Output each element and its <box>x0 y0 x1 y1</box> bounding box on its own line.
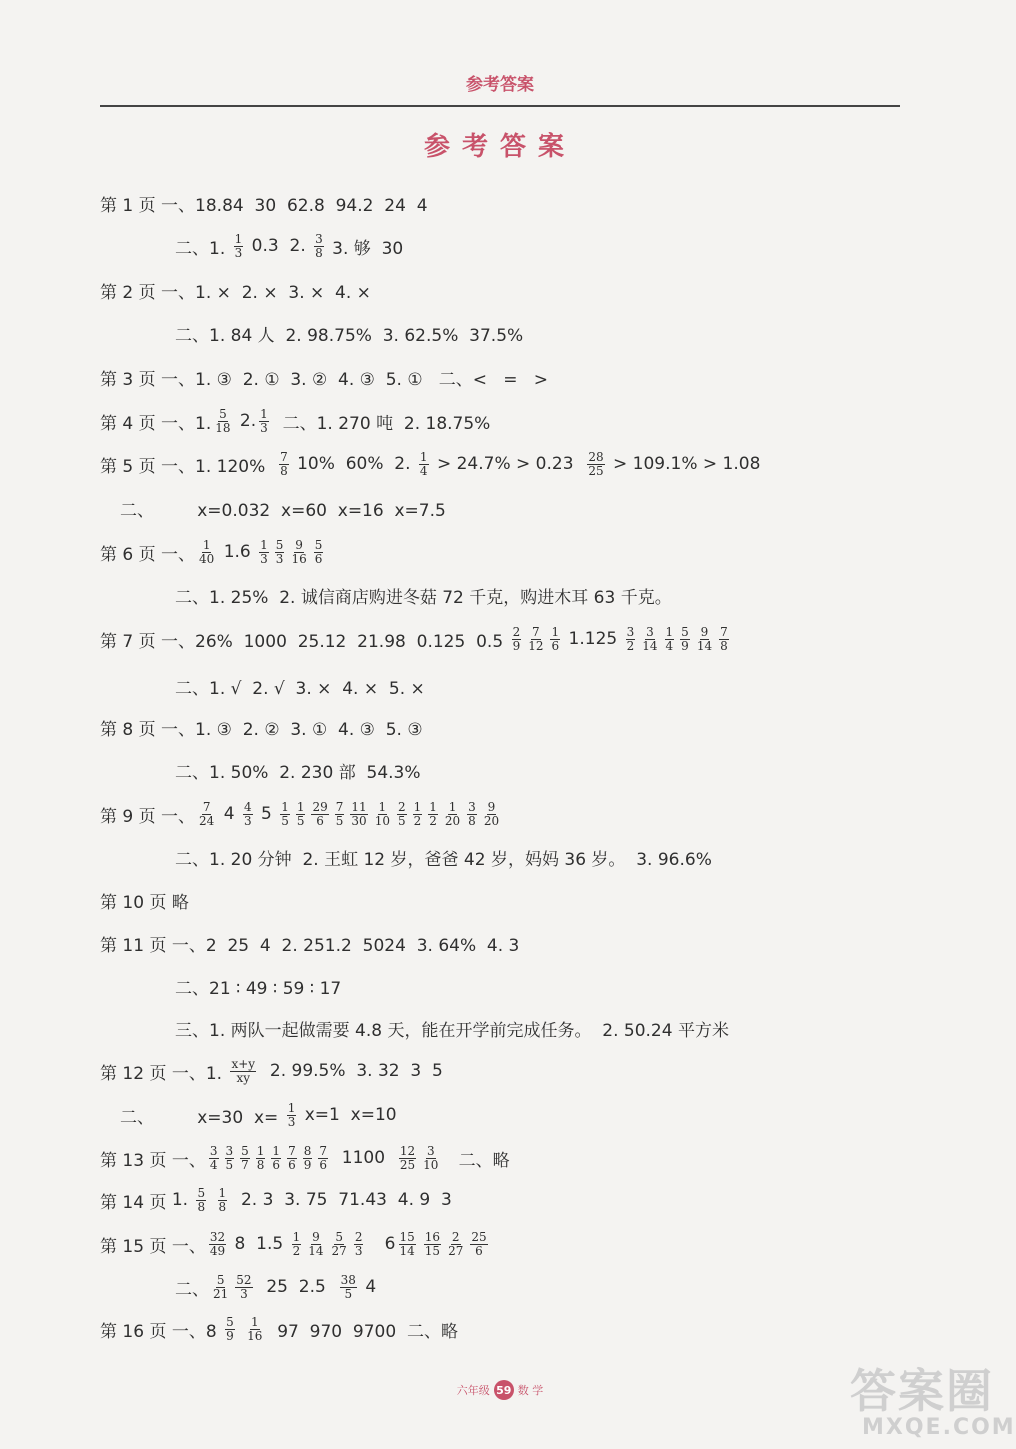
answer-text <box>366 1234 382 1254</box>
fraction: $\frac{38}{5}$ <box>340 1272 356 1301</box>
fraction: $\frac{1}{5}$ <box>281 799 289 828</box>
answer-text: > 24.7% > 0.23 <box>431 454 585 474</box>
fraction: $\frac{1}{4}$ <box>419 449 428 478</box>
answer-line <box>100 794 503 834</box>
answer-line <box>100 1309 458 1349</box>
answer-text: 二、1. 270 吨 2. 18.75% <box>271 413 491 434</box>
answer-text: 一、 <box>155 806 196 827</box>
page-label: 第 9 页 <box>100 806 156 827</box>
answer-line <box>100 401 490 441</box>
footer-subject: 数 学 <box>517 1384 544 1397</box>
fraction: $\frac{1}{40}$ <box>199 537 215 566</box>
fraction: $\frac{1}{6}$ <box>272 1143 281 1172</box>
header-rule <box>100 105 900 107</box>
page-label: 第 6 页 <box>100 544 156 565</box>
answer-text: 二、 x=30 x= <box>120 1107 284 1128</box>
fraction: $\frac{7}{8}$ <box>720 624 728 653</box>
answer-text: 97 970 9700 二、略 <box>266 1321 458 1342</box>
answer-line <box>100 1180 452 1220</box>
page-label: 第 1 页 <box>100 195 156 216</box>
answer-text: 25 2.5 <box>255 1277 337 1297</box>
fraction: $\frac{1}{3}$ <box>260 537 268 566</box>
answer-text: 一、1. 120% <box>155 456 277 477</box>
fraction: $\frac{12}{25}$ <box>399 1143 416 1172</box>
fraction: $\frac{7}{6}$ <box>288 1143 296 1172</box>
fraction: $\frac{4}{3}$ <box>243 799 252 828</box>
fraction: $\frac{1}{8}$ <box>256 1143 265 1172</box>
fraction: $\frac{1}{2}$ <box>429 799 437 828</box>
watermark-url: MXQE.COM <box>862 1415 1016 1440</box>
fraction: $\frac{3}{5}$ <box>225 1143 234 1172</box>
answer-text: 3. 够 30 <box>326 238 404 259</box>
fraction: $\frac{1}{10}$ <box>374 799 390 828</box>
page-label: 第 3 页 <box>100 369 156 390</box>
fraction: $\frac{2}{3}$ <box>354 1229 363 1258</box>
answer-line <box>100 183 428 223</box>
answer-text: 1100 <box>330 1148 396 1168</box>
fraction: $\frac{1}{6}$ <box>551 624 560 653</box>
fraction: $\frac{9}{16}$ <box>291 537 307 566</box>
fraction: $\frac{1}{16}$ <box>247 1314 263 1343</box>
answer-line <box>100 1051 443 1091</box>
page-label: 第 2 页 <box>100 282 156 303</box>
fraction: $\frac{2}{9}$ <box>512 624 521 653</box>
answer-text: 1.125 <box>563 629 623 649</box>
answer-text <box>238 1319 243 1339</box>
answer-text: 4 <box>218 804 240 824</box>
answer-text: 10% 60% 2. <box>291 454 416 474</box>
answer-line <box>100 1224 491 1264</box>
answer-text: 一、26% 1000 25.12 21.98 0.125 0.5 <box>155 631 509 652</box>
answer-text: 一、1. × 2. × 3. × 4. × <box>155 282 371 303</box>
answer-text: 一、1. ③ 2. ① 3. ② 4. ③ 5. ① 二、< = > <box>155 369 548 390</box>
fraction: $\frac{9}{20}$ <box>483 799 500 828</box>
fraction: $\frac{1}{3}$ <box>287 1100 296 1129</box>
fraction: $\frac{5}{7}$ <box>241 1143 249 1172</box>
answer-text: 二、1. 50% 2. 230 部 54.3% <box>175 762 421 783</box>
answer-text: 1.6 <box>218 542 257 562</box>
answer-line <box>100 923 519 963</box>
fraction: $\frac{x+y}{xy}$ <box>231 1056 256 1085</box>
answer-text: 二、 x=0.032 x=60 x=16 x=7.5 <box>120 500 446 521</box>
answer-text: 8 1.5 <box>229 1234 289 1254</box>
answer-text: 1. <box>166 1190 194 1210</box>
page-label: 第 11 页 <box>100 935 167 956</box>
page-label: 第 16 页 <box>100 1321 167 1342</box>
page-label: 第 8 页 <box>100 719 156 740</box>
fraction: $\frac{1}{2}$ <box>292 1229 301 1258</box>
answer-line <box>100 619 732 659</box>
answer-text: 二、1. 25% 2. 诚信商店购进冬菇 72 千克，购进木耳 63 千克。 <box>175 587 672 608</box>
fraction: $\frac{11}{30}$ <box>351 799 367 828</box>
answer-line <box>175 837 712 877</box>
answer-line <box>100 357 548 397</box>
running-header: 参考答案 <box>466 75 534 95</box>
answer-text: 二、1. 20 分钟 2. 王虹 12 岁，爸爸 42 岁，妈妈 36 岁。 3. 96.6% <box>175 849 712 870</box>
fraction: $\frac{5}{18}$ <box>215 406 231 435</box>
fraction: $\frac{5}{8}$ <box>197 1185 206 1214</box>
page-label: 第 15 页 <box>100 1236 167 1257</box>
answer-line <box>175 666 425 706</box>
fraction: $\frac{5}{6}$ <box>314 537 323 566</box>
answer-line <box>175 1008 729 1048</box>
answer-line <box>175 575 672 615</box>
fraction: $\frac{3}{8}$ <box>468 799 476 828</box>
page-label: 第 5 页 <box>100 456 156 477</box>
fraction: $\frac{7}{6}$ <box>319 1143 327 1172</box>
watermark <box>850 1355 1016 1449</box>
answer-text: 二、1. <box>175 238 231 259</box>
answer-text <box>209 1190 214 1210</box>
answer-text: x=1 x=10 <box>299 1105 397 1125</box>
footer-grade: 六年级 <box>456 1384 490 1397</box>
fraction: $\frac{2}{27}$ <box>448 1229 464 1258</box>
fraction: $\frac{52}{3}$ <box>236 1272 252 1301</box>
fraction: $\frac{1}{5}$ <box>296 799 305 828</box>
answer-text: 2. 3 3. 75 71.43 4. 9 3 <box>230 1190 452 1210</box>
fraction: $\frac{8}{9}$ <box>303 1143 312 1172</box>
page-label: 第 13 页 <box>100 1150 167 1171</box>
fraction: $\frac{16}{15}$ <box>424 1229 441 1258</box>
answer-text: 二、1. √ 2. √ 3. × 4. × 5. × <box>175 678 425 699</box>
fraction: $\frac{29}{6}$ <box>312 799 328 828</box>
page-label: 第 4 页 <box>100 413 156 434</box>
fraction: $\frac{1}{2}$ <box>413 799 422 828</box>
answer-text: 一、 <box>166 1150 206 1171</box>
answer-text: 一、 <box>166 1236 206 1257</box>
fraction: $\frac{1}{3}$ <box>260 406 268 435</box>
answer-text: 二、21 ∶ 49 ∶ 59 ∶ 17 <box>175 978 342 999</box>
page-title: 参考答案 <box>423 132 576 162</box>
fraction: $\frac{28}{25}$ <box>588 449 604 478</box>
fraction: $\frac{5}{9}$ <box>681 624 689 653</box>
page-label: 第 12 页 <box>100 1063 167 1084</box>
answer-line <box>175 226 403 266</box>
mixed-number: 6 $\frac{15}{14}$ <box>384 1229 415 1258</box>
answer-text: 一、2 25 4 2. 251.2 5024 3. 64% 4. 3 <box>166 935 520 956</box>
answer-text: 2. 99.5% 3. 32 3 5 <box>259 1061 443 1081</box>
answer-line <box>175 313 523 353</box>
answer-line <box>175 1267 376 1307</box>
answer-text: 二、1. 84 人 2. 98.75% 3. 62.5% 37.5% <box>175 325 524 346</box>
page-number-badge: 59 <box>494 1380 514 1400</box>
fraction: $\frac{1}{8}$ <box>218 1185 227 1214</box>
answer-text: 5 <box>255 804 278 824</box>
answer-text: 一、18.84 30 62.8 94.2 24 4 <box>155 195 428 216</box>
fraction: $\frac{1}{3}$ <box>234 231 243 260</box>
fraction: $\frac{3}{4}$ <box>209 1143 218 1172</box>
watermark-logo: 答案圈 <box>850 1364 994 1418</box>
page-label: 第 7 页 <box>100 631 156 652</box>
answer-text: 一、8 <box>166 1321 223 1342</box>
answer-line <box>175 750 421 790</box>
answer-text: 一、1. <box>166 1063 228 1084</box>
answer-line <box>100 1138 510 1178</box>
fraction: $\frac{1}{4}$ <box>665 624 674 653</box>
fraction: $\frac{9}{14}$ <box>308 1229 324 1258</box>
fraction: $\frac{5}{9}$ <box>226 1314 234 1343</box>
answer-line <box>120 1095 397 1135</box>
answer-text: 二、略 <box>442 1150 510 1171</box>
fraction: $\frac{5}{21}$ <box>213 1272 229 1301</box>
fraction: $\frac{7}{8}$ <box>280 449 288 478</box>
fraction: $\frac{7}{12}$ <box>528 624 544 653</box>
fraction: $\frac{32}{49}$ <box>209 1229 226 1258</box>
answer-text: 2. <box>234 411 257 431</box>
fraction: $\frac{3}{8}$ <box>315 231 323 260</box>
fraction: $\frac{2}{5}$ <box>397 799 406 828</box>
answer-text: 略 <box>166 892 189 913</box>
answer-line <box>100 270 371 310</box>
answer-line <box>175 966 341 1006</box>
fraction: $\frac{3}{14}$ <box>642 624 658 653</box>
answer-line <box>100 532 326 572</box>
answer-text: > 109.1% > 1.08 <box>607 454 761 474</box>
answer-text: 4 <box>359 1277 377 1297</box>
answer-line <box>100 880 189 920</box>
answer-line <box>100 707 423 747</box>
answer-text: 一、 <box>155 544 196 565</box>
fraction: $\frac{5}{3}$ <box>275 537 284 566</box>
fraction: $\frac{1}{20}$ <box>444 799 461 828</box>
fraction: $\frac{7}{5}$ <box>335 799 344 828</box>
answer-text: 一、1. <box>155 413 212 434</box>
answer-text: 0.3 2. <box>246 236 312 256</box>
answer-line <box>120 488 446 528</box>
answer-text: 三、1. 两队一起做需要 4.8 天，能在开学前完成任务。 2. 50.24 平方米 <box>175 1020 729 1041</box>
fraction: $\frac{3}{10}$ <box>423 1143 439 1172</box>
answer-text: 一、1. ③ 2. ② 3. ① 4. ③ 5. ③ <box>155 719 423 740</box>
fraction: $\frac{25}{6}$ <box>471 1229 487 1258</box>
fraction: $\frac{9}{14}$ <box>696 624 713 653</box>
fraction: $\frac{3}{2}$ <box>626 624 635 653</box>
fraction: $\frac{7}{24}$ <box>199 799 215 828</box>
page-label: 第 14 页 <box>100 1192 167 1213</box>
page-label: 第 10 页 <box>100 892 167 913</box>
fraction: $\frac{5}{27}$ <box>331 1229 347 1258</box>
answer-text: 二、 <box>175 1279 209 1300</box>
answer-line <box>100 444 760 484</box>
